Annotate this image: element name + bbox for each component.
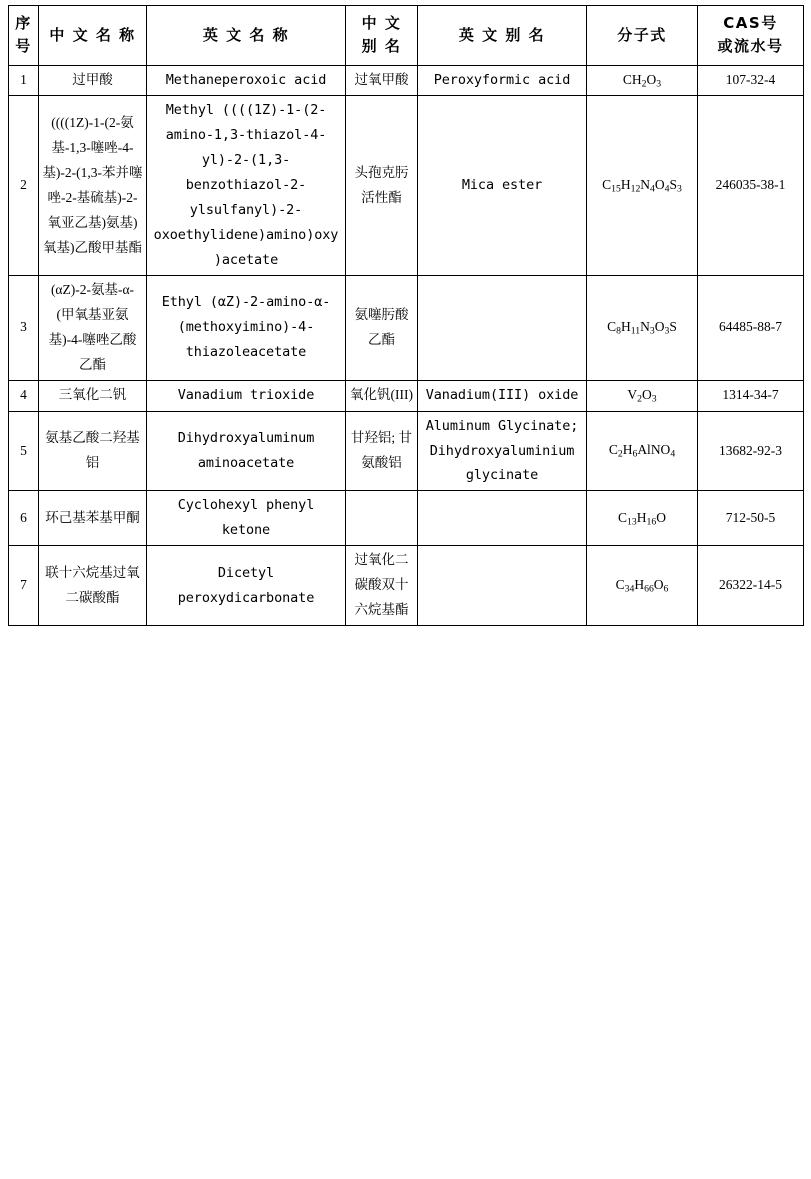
column-header-cn_alias: [346, 6, 418, 66]
cell-molecular-formula: [587, 96, 698, 276]
cell-molecular-formula: [587, 275, 698, 380]
column-header-line: 序: [15, 14, 32, 32]
cell-molecular-formula: [587, 546, 698, 626]
cell-chinese-alias: [346, 491, 418, 546]
formula-text: $C_8H_{11}N_3O_3S$: [607, 319, 677, 337]
cell-chinese-alias: 氧化钒(III): [346, 380, 418, 411]
table-row: [9, 275, 804, 380]
formula-text: $CH_2O_3$: [622, 71, 662, 90]
column-header-line: 号: [15, 37, 32, 56]
cell-molecular-formula: [587, 411, 698, 491]
formula-text: $C_{15}H_{12}N_4O_4S_3$: [602, 176, 682, 195]
cell-chinese-name: (αZ)-2-氨基-α-(甲氧基亚氨基)-4-噻唑乙酸乙酯: [39, 275, 147, 380]
table-row: [9, 546, 804, 626]
column-header-line: CAS号: [723, 14, 778, 32]
cell-cas-number: 1314-34-7: [698, 380, 804, 411]
table-row: [9, 96, 804, 276]
cell-chinese-alias: 过氧化二碳酸双十六烷基酯: [346, 546, 418, 626]
column-header-line: 中 文 名 称: [49, 25, 136, 44]
cell-english-alias: [418, 546, 587, 626]
cell-english-name: Cyclohexyl phenyl ketone: [147, 491, 346, 546]
formula-text: $V_2O_3$: [627, 386, 657, 405]
cell-cas-number: 13682-92-3: [698, 411, 804, 491]
column-header-line: 分子式: [617, 25, 667, 44]
table-header: [9, 6, 804, 66]
cell-chinese-alias: 过氧甲酸: [346, 65, 418, 96]
table-row: [9, 380, 804, 411]
cell-english-name: Methyl ((((1Z)-1-(2-amino-1,3-thiazol-4-yl)-2-(1,3-benzothiazol-2-ylsulfanyl)-2-oxoethylidene)amino)oxy)acetate: [147, 96, 346, 276]
column-header-line: 中 文: [361, 14, 402, 32]
cell-english-name: Dicetyl peroxydicarbonate: [147, 546, 346, 626]
cell-cas-number: 107-32-4: [698, 65, 804, 96]
column-header-line: 或流水号: [717, 37, 784, 56]
cell-serial-number: 3: [9, 275, 39, 380]
cell-english-alias: Aluminum Glycinate; Dihydroxyaluminium glycinate: [418, 411, 587, 491]
cell-chinese-name: 环己基苯基甲酮: [39, 491, 147, 546]
cell-english-alias: Peroxyformic acid: [418, 65, 587, 96]
cell-english-name: Methaneperoxoic acid: [147, 65, 346, 96]
cell-chinese-name: 三氧化二钒: [39, 380, 147, 411]
cell-molecular-formula: [587, 491, 698, 546]
table-row: [9, 411, 804, 491]
column-header-line: 别 名: [361, 37, 402, 56]
cell-serial-number: 2: [9, 96, 39, 276]
chemical-substances-table: [8, 5, 804, 626]
cell-chinese-name: ((((1Z)-1-(2-氨基-1,3-噻唑-4-基)-2-(1,3-苯并噻唑-2-基硫基)-2-氧亚乙基)氨基)氧基)乙酸甲基酯: [39, 96, 147, 276]
cell-serial-number: 5: [9, 411, 39, 491]
cell-chinese-name: 过甲酸: [39, 65, 147, 96]
column-header-cn_name: [39, 6, 147, 66]
cell-serial-number: 7: [9, 546, 39, 626]
cell-serial-number: 4: [9, 380, 39, 411]
cell-cas-number: 712-50-5: [698, 491, 804, 546]
column-header-line: 英 文 别 名: [458, 25, 546, 44]
cell-chinese-alias: 头孢克肟活性酯: [346, 96, 418, 276]
cell-cas-number: 64485-88-7: [698, 275, 804, 380]
cell-cas-number: 26322-14-5: [698, 546, 804, 626]
cell-serial-number: 1: [9, 65, 39, 96]
cell-chinese-name: 联十六烷基过氧二碳酸酯: [39, 546, 147, 626]
cell-chinese-alias: 氨噻肟酸乙酯: [346, 275, 418, 380]
column-header-line: 英 文 名 称: [202, 25, 290, 44]
cell-molecular-formula: [587, 380, 698, 411]
column-header-formula: [587, 6, 698, 66]
column-header-en_name: [147, 6, 346, 66]
table-row: [9, 65, 804, 96]
column-header-cas: [698, 6, 804, 66]
cell-cas-number: 246035-38-1: [698, 96, 804, 276]
formula-text: $C_{34}H_{66}O_6$: [615, 576, 669, 595]
table-header-row: [9, 6, 804, 66]
cell-english-alias: Mica ester: [418, 96, 587, 276]
cell-english-alias: [418, 491, 587, 546]
cell-serial-number: 6: [9, 491, 39, 546]
cell-english-alias: Vanadium(III) oxide: [418, 380, 587, 411]
cell-english-name: Dihydroxyaluminum aminoacetate: [147, 411, 346, 491]
formula-text: $C_{13}H_{16}O$: [618, 509, 666, 528]
cell-chinese-alias: 甘羟铝; 甘氨酸铝: [346, 411, 418, 491]
cell-molecular-formula: [587, 65, 698, 96]
table-body: [9, 65, 804, 626]
cell-chinese-name: 氨基乙酸二羟基铝: [39, 411, 147, 491]
column-header-no: [9, 6, 39, 66]
cell-english-name: Ethyl (αZ)-2-amino-α-(methoxyimino)-4-thiazoleacetate: [147, 275, 346, 380]
column-header-en_alias: [418, 6, 587, 66]
formula-text: $C_2H_6AlNO_4$: [608, 442, 676, 460]
table-row: [9, 491, 804, 546]
cell-english-name: Vanadium trioxide: [147, 380, 346, 411]
cell-english-alias: [418, 275, 587, 380]
